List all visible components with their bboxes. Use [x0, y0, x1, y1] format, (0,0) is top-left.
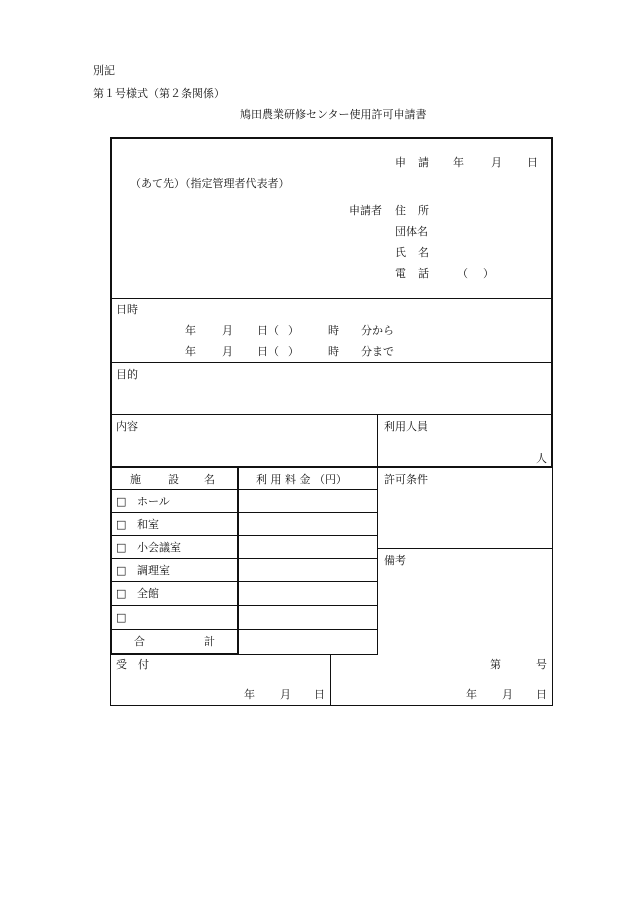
- divider-content-thick: [110, 466, 553, 468]
- facility-item-cooking-room: 調理室: [137, 564, 170, 577]
- reception-year: 年: [244, 688, 255, 701]
- facility-checkbox[interactable]: □: [116, 564, 127, 577]
- total-label-2: 計: [204, 635, 215, 648]
- datetime-row2-month: 月: [222, 345, 233, 358]
- remarks-label: 備考: [384, 554, 406, 567]
- divider-datetime: [110, 362, 553, 363]
- datetime-row2-close: ）: [288, 345, 299, 358]
- phone-paren-open: （: [457, 267, 468, 280]
- application-form: [110, 137, 553, 706]
- facility-row-line: [110, 581, 378, 582]
- border-right: [551, 137, 553, 468]
- document-title: 鳩田農業研修センター使用許可申請書: [240, 108, 427, 121]
- facility-row-line: [110, 605, 378, 606]
- divider-reception: [330, 654, 331, 706]
- appendix-label: 別記: [93, 64, 115, 77]
- divider-application: [110, 298, 553, 299]
- application-date-label-1: 申: [395, 156, 406, 169]
- facility-header-1: 施: [130, 473, 141, 486]
- facility-checkbox[interactable]: □: [116, 541, 127, 554]
- facility-header-3: 名: [204, 473, 215, 486]
- facility-checkbox[interactable]: □: [116, 518, 127, 531]
- divider-remarks: [377, 548, 553, 549]
- facility-row-line: [110, 512, 378, 513]
- facility-row-line: [110, 489, 378, 490]
- name-label-1: 氏: [395, 246, 406, 259]
- applicant-label: 申請者: [349, 204, 382, 217]
- facility-box-bottom: [110, 653, 239, 655]
- datetime-row2-day: 日（: [257, 345, 279, 358]
- datetime-row1-minute: 分から: [361, 324, 394, 337]
- reception-label-1: 受: [116, 658, 127, 671]
- address-label-1: 住: [395, 204, 406, 217]
- conditions-label: 許可条件: [384, 473, 428, 486]
- divider-people: [377, 414, 378, 654]
- phone-label-2: 話: [418, 267, 429, 280]
- permit-number-prefix: 第: [490, 658, 501, 671]
- reception-month: 月: [280, 688, 291, 701]
- application-year: 年: [453, 156, 464, 169]
- form-number: 第１号様式（第２条関係）: [93, 87, 225, 100]
- facility-checkbox[interactable]: □: [116, 495, 127, 508]
- facility-row-line: [110, 629, 378, 630]
- phone-paren-close: ）: [483, 267, 494, 280]
- datetime-row2-minute: 分まで: [361, 345, 394, 358]
- facility-item-japanese-room: 和室: [137, 518, 159, 531]
- divider-purpose: [110, 414, 553, 415]
- application-date-label-2: 請: [418, 156, 429, 169]
- facility-checkbox[interactable]: □: [116, 611, 127, 624]
- fee-table-bottom: [239, 654, 378, 655]
- datetime-row1-close: ）: [288, 324, 299, 337]
- facility-item-whole-building: 全館: [137, 587, 159, 600]
- facility-header-2: 設: [168, 473, 179, 486]
- datetime-row2-hour: 時: [328, 345, 339, 358]
- border-left: [110, 137, 112, 654]
- people-label: 利用人員: [384, 420, 428, 433]
- organization-label: 団体名: [395, 225, 428, 238]
- facility-row-line: [110, 535, 378, 536]
- border-left-thin: [110, 654, 111, 706]
- permit-month: 月: [502, 688, 513, 701]
- reception-day: 日: [314, 688, 325, 701]
- application-month: 月: [491, 156, 502, 169]
- facility-checkbox[interactable]: □: [116, 587, 127, 600]
- datetime-label: 日時: [116, 303, 138, 316]
- address-label-2: 所: [418, 204, 429, 217]
- facility-row-line: [110, 558, 378, 559]
- name-label-2: 名: [418, 246, 429, 259]
- facility-item-small-meeting-room: 小会議室: [137, 541, 181, 554]
- purpose-label: 目的: [116, 368, 138, 381]
- people-unit: 人: [536, 452, 547, 465]
- border-top: [110, 137, 553, 139]
- datetime-row2-year: 年: [185, 345, 196, 358]
- border-bottom: [110, 705, 553, 706]
- content-label: 内容: [116, 420, 138, 433]
- datetime-row1-month: 月: [222, 324, 233, 337]
- phone-label-1: 電: [395, 267, 406, 280]
- permit-year: 年: [466, 688, 477, 701]
- total-label-1: 合: [134, 635, 145, 648]
- datetime-row1-year: 年: [185, 324, 196, 337]
- fee-header: 利 用 料 金 （円）: [256, 473, 347, 486]
- addressee: （あて先）（指定管理者代表者）: [130, 177, 290, 190]
- reception-label-2: 付: [138, 658, 149, 671]
- facility-item-hall: ホール: [137, 495, 170, 508]
- permit-day: 日: [536, 688, 547, 701]
- application-day: 日: [527, 156, 538, 169]
- border-right-thin: [552, 468, 553, 706]
- datetime-row1-day: 日（: [257, 324, 279, 337]
- facility-box-right: [237, 468, 239, 655]
- datetime-row1-hour: 時: [328, 324, 339, 337]
- permit-number-suffix: 号: [536, 658, 547, 671]
